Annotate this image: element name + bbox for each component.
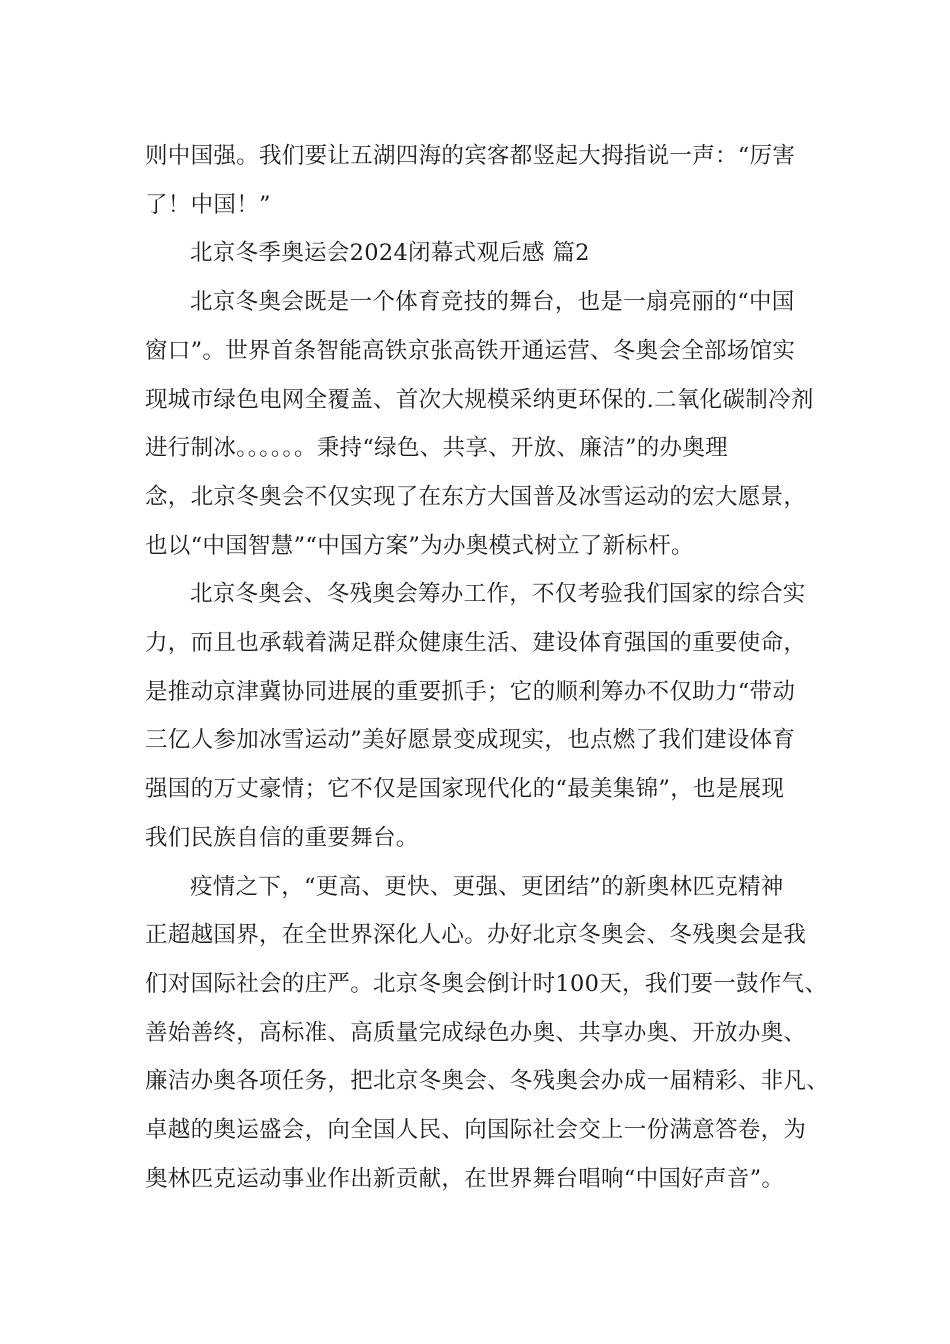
text-line: 念，北京冬奥会不仅实现了在东方大国普及冰雪运动的宏大愿景， bbox=[145, 483, 807, 510]
text-line: 正超越国界，在全世界深化人心。办好北京冬奥会、冬残奥会是我 bbox=[145, 922, 807, 949]
text-line: 力，而且也承载着满足群众健康生活、建设体育强国的重要使命， bbox=[145, 630, 807, 657]
document-body bbox=[145, 132, 830, 1203]
text-line: 北京冬奥会、冬残奥会筹办工作，不仅考验我们国家的综合实 bbox=[190, 581, 806, 608]
text-line: 则中国强。我们要让五湖四海的宾客都竖起大拇指说一声：“厉害 bbox=[145, 143, 796, 169]
text-line: 也以“中国智慧”“中国方案”为办奥模式树立了新标杆。 bbox=[145, 532, 694, 559]
text-line: 强国的万丈豪情；它不仅是国家现代化的“最美集锦”，也是展现 bbox=[145, 776, 785, 803]
text-line: 善始善终，高标准、高质量完成绿色办奥、共享办奥、开放办奥、 bbox=[145, 1019, 807, 1046]
text-line: 是推动京津冀协同进展的重要抓手；它的顺利筹办不仅助力“带动 bbox=[145, 678, 796, 705]
text-line: 现城市绿色电网全覆盖、首次大规模采纳更环保的.二氧化碳制冷剂 bbox=[145, 386, 814, 413]
text-line: 奥林匹克运动事业作出新贡献，在世界舞台唱响“中国好声音”。 bbox=[145, 1165, 785, 1192]
text-line: 窗口”。世界首条智能高铁京张高铁开通运营、冬奥会全部场馆实 bbox=[145, 337, 796, 364]
text-line: 们对国际社会的庄严。北京冬奥会倒计时100天，我们要一鼓作气、 bbox=[145, 970, 828, 997]
section-heading: 北京冬季奥运会2024闭幕式观后感 篇2 bbox=[190, 240, 590, 267]
text-line: 廉洁办奥各项任务，把北京冬奥会、冬残奥会办成一届精彩、非凡、 bbox=[145, 1068, 830, 1095]
body-text bbox=[145, 132, 830, 1203]
text-line: 卓越的奥运盛会，向全国人民、向国际社会交上一份满意答卷，为 bbox=[145, 1117, 807, 1144]
text-line: 疫情之下，“更高、更快、更强、更团结”的新奥林匹克精神 bbox=[190, 873, 784, 900]
text-line: 进行制冰。。。。。。秉持“绿色、共享、开放、廉洁”的办奥理 bbox=[145, 435, 728, 462]
text-line: 三亿人参加冰雪运动”美好愿景变成现实，也点燃了我们建设体育 bbox=[145, 727, 796, 754]
text-line: 我们民族自信的重要舞台。 bbox=[145, 824, 419, 851]
text-line: 了！中国！” bbox=[145, 191, 271, 218]
text-line: 北京冬奥会既是一个体育竞技的舞台，也是一扇亮丽的“中国 bbox=[190, 289, 795, 316]
